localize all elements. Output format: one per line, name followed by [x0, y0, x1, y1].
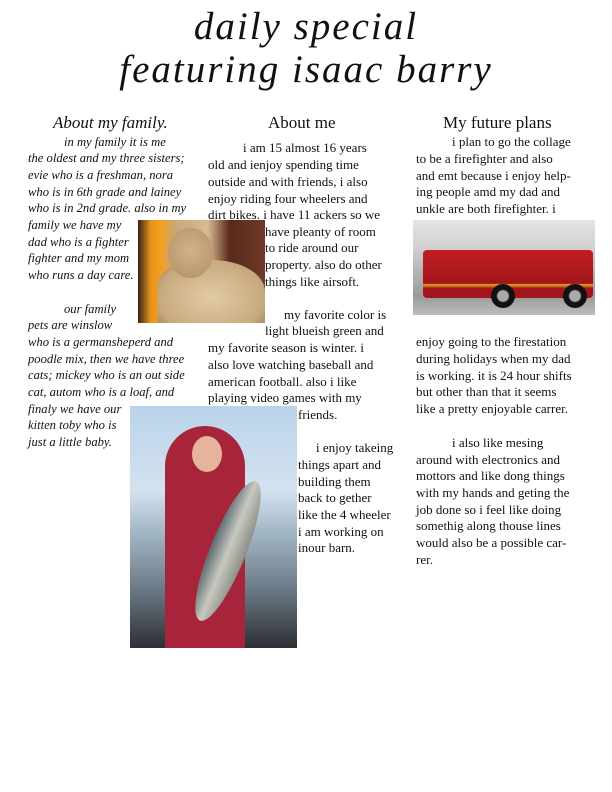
family-heading: About my family.: [53, 113, 168, 132]
text-line: enjoy riding four wheelers and: [208, 191, 368, 206]
text-line: things like airsoft.: [265, 274, 360, 289]
dog-photo: [138, 220, 265, 323]
text-line: in my family it is me: [64, 135, 166, 149]
text-line: i also like mesing: [452, 435, 544, 450]
text-line: pets are winslow: [28, 318, 113, 332]
fire-truck-photo: [413, 220, 595, 315]
text-line: i plan to go the collage: [452, 134, 571, 149]
text-line: and emt because i enjoy help-: [416, 168, 571, 183]
text-line: like a pretty enjoyable carrer.: [416, 401, 568, 416]
text-line: who is a germansheperd and: [28, 335, 174, 349]
text-line: back to gether: [298, 490, 372, 505]
text-line: like the 4 wheeler: [298, 507, 391, 522]
text-line: cat, autom who is a loaf, and: [28, 385, 175, 399]
text-line: who runs a day care.: [28, 268, 134, 282]
text-line: rer.: [416, 552, 433, 567]
text-line: would also be a possible car-: [416, 535, 567, 550]
text-line: fighter and my mom: [28, 251, 130, 265]
text-line: friends.: [298, 407, 338, 422]
text-line: unkle are both firefighter. i: [416, 201, 556, 216]
text-line: our family: [64, 302, 117, 316]
text-line: also love watching baseball and: [208, 357, 374, 372]
about-me-heading: About me: [268, 113, 336, 132]
text-line: during holidays when my dad: [416, 351, 571, 366]
text-line: is working. it is 24 hour shifts: [416, 368, 572, 383]
text-line: light blueish green and: [265, 323, 384, 338]
text-line: family we have my: [28, 218, 122, 232]
text-line: somethig along thouse lines: [416, 518, 561, 533]
text-line: job done so i feel like doing: [416, 502, 562, 517]
text-line: have pleanty of room: [265, 224, 376, 239]
text-line: who is in 2nd grade. also in my: [28, 201, 187, 215]
text-line: just a little baby.: [28, 435, 112, 449]
title-line-2: featuring isaac barry: [119, 48, 493, 91]
text-line: dirt bikes. i have 11 ackers so we: [208, 207, 381, 222]
text-line: finaly we have our: [28, 402, 122, 416]
text-line: ing people amd my dad and: [416, 184, 561, 199]
text-line: evie who is a freshman, nora: [28, 168, 174, 182]
text-line: kitten toby who is: [28, 418, 117, 432]
text-line: i am working on: [298, 524, 384, 539]
text-line: mottors and like dong things: [416, 468, 565, 483]
text-line: my favorite season is winter. i: [208, 340, 364, 355]
text-line: playing video games with my: [208, 390, 362, 405]
text-line: the oldest and my three sisters;: [28, 151, 185, 165]
text-line: outside and with friends, i also: [208, 174, 368, 189]
text-line: old and ienjoy spending time: [208, 157, 359, 172]
text-line: cats; mickey who is an out side: [28, 368, 185, 382]
text-line: who is in 6th grade and lainey: [28, 185, 182, 199]
text-line: to ride around our: [265, 240, 359, 255]
text-line: around with electronics and: [416, 452, 561, 467]
text-line: dad who is a fighter: [28, 235, 129, 249]
future-heading: My future plans: [443, 113, 552, 132]
fishing-photo: [130, 406, 297, 648]
text-line: property. also do other: [265, 257, 382, 272]
text-line: with my hands and geting the: [416, 485, 570, 500]
text-line: to be a firefighter and also: [416, 151, 553, 166]
text-line: enjoy going to the firestation: [416, 334, 567, 349]
text-line: i enjoy takeing: [316, 440, 394, 455]
text-line: inour barn.: [298, 540, 356, 555]
text-line: i am 15 almost 16 years: [243, 140, 367, 155]
text-line: building them: [298, 474, 371, 489]
text-line: my favorite color is: [284, 307, 387, 322]
text-line: poodle mix, then we have three: [28, 352, 185, 366]
text-line: american football. also i like: [208, 374, 357, 389]
title-line-1: daily special: [193, 5, 419, 48]
text-line: things apart and: [298, 457, 382, 472]
text-line: but other than that it seems: [416, 384, 557, 399]
